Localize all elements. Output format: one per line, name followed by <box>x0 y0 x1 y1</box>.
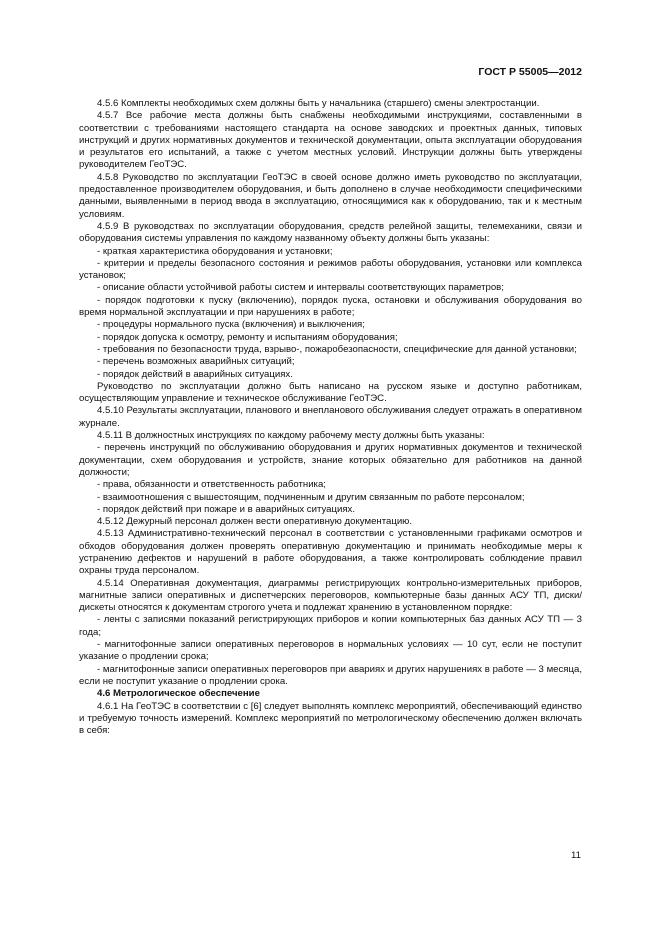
list-item: - порядок действий в аварийных ситуациях. <box>97 368 293 380</box>
document-header: ГОСТ Р 55005—2012 <box>478 66 582 78</box>
paragraph: 4.5.14 Оперативная документация, диаграммы регистрирующих контрольно-измерительных приборов, магнитные записи оперативных и диспетчерских переговоров, компьютерные базы данных АСУ ТП, диски/дискеты относятся к документам строгого учета и подлежат хранению в установленном порядке: <box>79 577 582 614</box>
paragraph: 4.5.7 Все рабочие места должны быть снабжены необходимыми инструкциями, составленными в соответствии с требованиями настоящего стандарта на основе заводских и проектных данных, типовых инструкций и других нормативных документов и технической документации, опыта эксплуатации оборудования и результатов его испытаний, а также с учетом местных условий. Инструкции должны быть утверждены руководителем ГеоТЭС. <box>79 110 582 171</box>
paragraph: Руководство по эксплуатации должно быть написано на русском языке и доступно работникам, осуществляющим управление и техническое обслуживание ГеоТЭС. <box>79 380 582 405</box>
list-item: - права, обязанности и ответственность работника; <box>97 479 326 491</box>
paragraph: 4.5.9 В руководствах по эксплуатации оборудования, средств релейной защиты, телемеханики, связи и оборудования системы управления по каждому названному объекту должны быть указаны: <box>79 220 582 245</box>
list-item: - краткая характеристика оборудования и установки; <box>97 245 333 257</box>
list-item: - магнитофонные записи оперативных переговоров в нормальных условиях — 10 сут, если не поступит указание о продлении срока; <box>79 639 582 663</box>
list-item: - порядок допуска к осмотру, ремонту и испытаниям оборудования; <box>97 331 398 343</box>
paragraph: 4.5.10 Результаты эксплуатации, планового и внепланового обслуживания следует отражать в оперативном журнале. <box>79 405 582 429</box>
list-item: - порядок подготовки к пуску (включению), порядок пуска, остановки и обслуживания оборудования во время нормальной эксплуатации и при нарушениях в работе; <box>79 294 582 319</box>
paragraph: 4.6.1 На ГеоТЭС в соответствии с [6] следует выполнять комплекс мероприятий, обеспечивающий единство и требуемую точность измерений. Комплекс мероприятий по метрологическому обеспечению должен включать в себя: <box>79 700 582 737</box>
list-item: - процедуры нормального пуска (включения) и выключения; <box>97 319 365 331</box>
list-item: - ленты с записями показаний регистрирующих приборов и копии компьютерных баз данных АСУ ТП — 3 года; <box>79 614 582 638</box>
document-body <box>79 98 582 737</box>
list-item: - требования по безопасности труда, взрыво-, пожаробезопасности, специфические для данной установки; <box>97 343 577 355</box>
paragraph: 4.5.13 Административно-технический персонал в соответствии с установленными графиками осмотров и обходов оборудования должен проверять оперативную документацию и принимать необходимые меры к устранению дефектов и нарушений в работе оборудования, а также контролировать соблюдение правил охраны труда персоналом. <box>79 528 582 577</box>
list-item: - перечень инструкций по обслуживанию оборудования и других нормативных документов и технической документации, схем оборудования и устройств, знание которых обязательно для работников на данной должности; <box>79 442 582 478</box>
list-item: - магнитофонные записи оперативных переговоров при авариях и других нарушениях в работе — 3 месяца, если не поступит указание о продлении срока. <box>79 663 582 687</box>
paragraph: 4.5.12 Дежурный персонал должен вести оперативную документацию. <box>97 516 413 528</box>
list-item: - перечень возможных аварийных ситуаций; <box>97 356 295 368</box>
list-item: - взаимоотношения с вышестоящим, подчиненным и другим связанным по работе персоналом; <box>97 491 525 503</box>
list-item: - критерии и пределы безопасного состояния и режимов работы оборудования, установки или комплекса установок; <box>79 257 582 282</box>
list-item: - порядок действий при пожаре и в аварийных ситуациях. <box>97 503 355 515</box>
paragraph: 4.5.8 Руководство по эксплуатации ГеоТЭС в своей основе должно иметь руководство по эксплуатации, предоставленное производителем оборудования, и быть дополнено в случае необходимости специфическими данными, выявленными в период ввода в эксплуатацию, относящимися как к оборудованию, так и к местным условиям. <box>79 171 582 220</box>
section-heading: 4.6 Метрологическое обеспечение <box>97 688 260 700</box>
list-item: - описание области устойчивой работы систем и интервалы соответствующих параметров; <box>97 282 504 294</box>
page-number: 11 <box>571 850 581 861</box>
paragraph: 4.5.11 В должностных инструкциях по каждому рабочему месту должны быть указаны: <box>97 430 485 442</box>
paragraph: 4.5.6 Комплекты необходимых схем должны быть у начальника (старшего) смены электростанции. <box>97 98 540 109</box>
